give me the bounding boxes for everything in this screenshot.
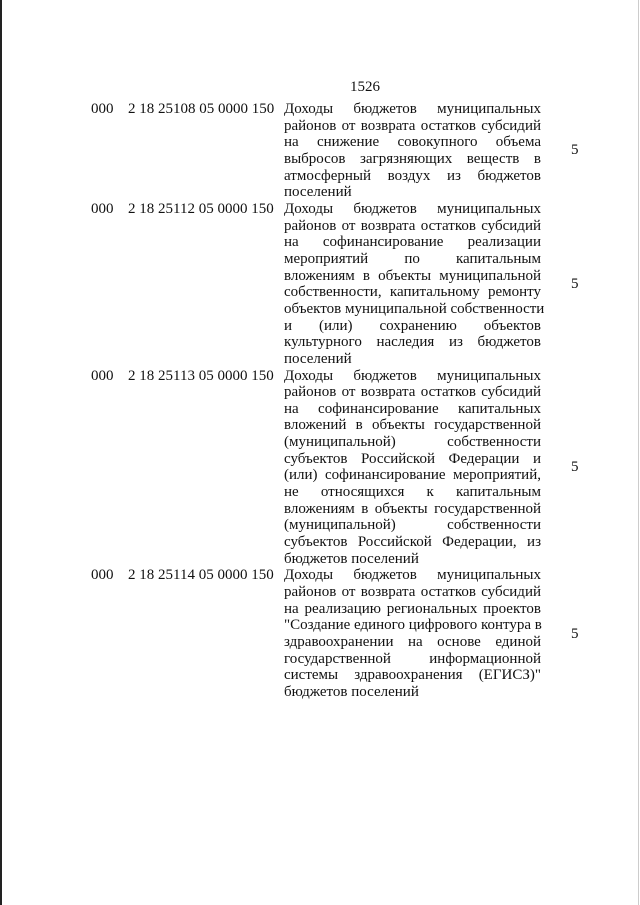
value-cell <box>571 101 579 201</box>
description-line: районов от возврата остатков субсидий <box>284 584 541 601</box>
description-line: субъектов Российской Федерации, из <box>284 534 541 551</box>
revenue-codes-table <box>0 101 640 701</box>
description-line: мероприятий по капитальным <box>284 250 541 267</box>
description-line: Доходы бюджетов муниципальных <box>284 567 541 584</box>
description-line: атмосферный воздух из бюджетов <box>284 167 541 184</box>
description-line: (муниципальной) собственности <box>284 434 541 451</box>
admin-code: 000 <box>91 200 114 217</box>
page-number: 1526 <box>350 79 380 95</box>
description-line: выбросов загрязняющих веществ в <box>284 150 541 167</box>
description-line: субъектов Российской Федерации и <box>284 450 541 467</box>
value-cell <box>571 567 579 700</box>
description-line: районов от возврата остатков субсидий <box>284 117 541 134</box>
description-line: Доходы бюджетов муниципальных <box>284 367 541 384</box>
budget-classification-code: 2 18 25108 05 0000 150 <box>128 101 275 117</box>
description-line: (или) софинансирование мероприятий, <box>284 467 541 484</box>
revenue-description <box>284 200 545 368</box>
budget-classification-code: 2 18 25113 05 0000 150 <box>128 367 274 384</box>
table-row <box>0 567 640 700</box>
value: 5 <box>571 625 579 642</box>
value: 5 <box>571 275 579 292</box>
table-row <box>0 201 640 368</box>
admin-code: 000 <box>91 101 114 117</box>
description-line: районов от возврата остатков субсидий <box>284 384 541 401</box>
description-line: объектов муниципальной собственности <box>284 300 545 317</box>
description-line: на снижение совокупного объема <box>284 134 541 151</box>
table-row <box>0 101 640 201</box>
description-line: собственности, капитальному ремонту <box>284 284 541 301</box>
value-cell <box>571 201 579 368</box>
description-line: на софинансирование реализации <box>284 234 541 251</box>
description-line: государственной информационной <box>284 650 541 667</box>
value-cell <box>571 368 579 568</box>
revenue-description <box>284 368 541 568</box>
description-line: (муниципальной) собственности <box>284 517 541 534</box>
description-line: на реализацию региональных проектов <box>284 600 541 617</box>
description-line: вложениям в объекты государственной <box>284 500 541 517</box>
description-line: здравоохранении на основе единой <box>284 634 541 650</box>
revenue-description <box>284 101 541 201</box>
description-line: поселений <box>284 184 352 201</box>
description-line: районов от возврата остатков субсидий <box>284 217 541 234</box>
description-line: Доходы бюджетов муниципальных <box>284 101 541 117</box>
description-line: системы здравоохранения (ЕГИСЗ)" <box>284 667 541 684</box>
revenue-description <box>284 567 541 700</box>
description-line: поселений <box>284 350 352 367</box>
description-line: вложениям в объекты муниципальной <box>284 267 541 284</box>
description-line: вложений в объекты государственной <box>284 417 541 434</box>
value: 5 <box>571 142 579 159</box>
description-line: "Создание единого цифрового контура в <box>284 617 542 634</box>
description-line: на софинансирование капитальных <box>284 400 541 417</box>
description-line: Доходы бюджетов муниципальных <box>284 200 541 217</box>
description-line: не относящихся к капитальным <box>284 484 541 501</box>
admin-code: 000 <box>91 367 114 384</box>
description-line: бюджетов поселений <box>284 550 419 567</box>
admin-code: 000 <box>91 567 114 584</box>
budget-classification-code: 2 18 25114 05 0000 150 <box>128 567 274 584</box>
budget-classification-code: 2 18 25112 05 0000 150 <box>128 200 274 217</box>
description-line: и (или) сохранению объектов <box>284 317 541 334</box>
value: 5 <box>571 458 579 475</box>
description-line: бюджетов поселений <box>284 683 419 700</box>
description-line: культурного наследия из бюджетов <box>284 334 541 351</box>
table-row <box>0 368 640 568</box>
